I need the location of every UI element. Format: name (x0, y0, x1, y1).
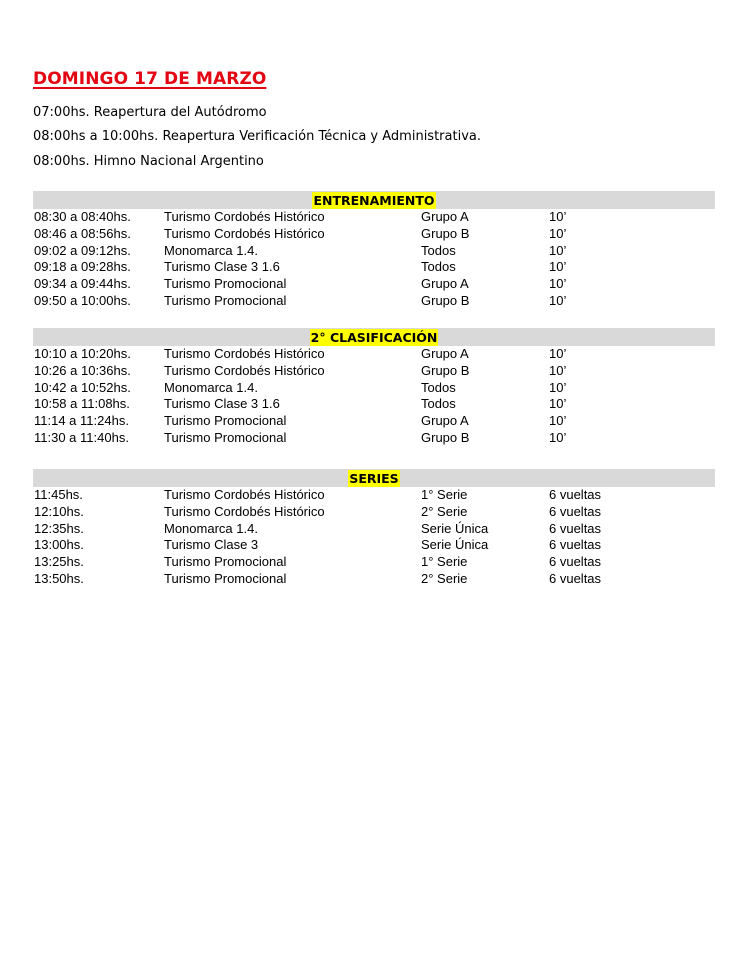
row-category: Turismo Clase 3 1.6 (164, 396, 280, 412)
row-group: Todos (421, 396, 456, 412)
row-group: Grupo A (421, 209, 469, 224)
row-category: Turismo Promocional (164, 429, 287, 445)
row-category: Turismo Cordobés Histórico (164, 487, 325, 502)
table-row (33, 259, 715, 276)
row-duration: 6 vueltas (549, 537, 602, 553)
row-category: Turismo Promocional (164, 570, 287, 586)
row-time: 12:35hs. (34, 520, 84, 536)
table-row (33, 380, 715, 397)
section-label: ENTRENAMIENTO (313, 193, 435, 208)
row-duration: 10’ (549, 379, 567, 395)
section-header (33, 191, 715, 209)
row-time: 09:34 a 09:44hs. (34, 276, 131, 292)
row-group: Grupo A (421, 276, 469, 292)
row-duration: 6 vueltas (549, 554, 602, 570)
schedule-section-series (33, 469, 715, 588)
row-group: Todos (421, 242, 456, 258)
row-time: 10:58 a 11:08hs. (34, 396, 130, 412)
row-time: 11:30 a 11:40hs. (34, 429, 129, 445)
table-row (33, 226, 715, 243)
row-category: Monomarca 1.4. (164, 520, 258, 536)
row-duration: 6 vueltas (549, 520, 602, 536)
row-category: Monomarca 1.4. (164, 242, 258, 258)
row-duration: 10’ (549, 292, 567, 308)
row-category: Turismo Cordobés Histórico (164, 362, 325, 378)
row-duration: 10’ (549, 259, 567, 275)
row-duration: 10’ (549, 362, 567, 378)
section-header (33, 328, 715, 346)
table-row (33, 276, 715, 293)
row-time: 08:30 a 08:40hs. (34, 209, 131, 224)
row-group: Grupo B (421, 362, 470, 378)
table-row (33, 537, 715, 554)
row-time: 11:45hs. (34, 487, 83, 502)
row-duration: 6 vueltas (549, 503, 602, 519)
row-category: Turismo Cordobés Histórico (164, 225, 325, 241)
row-duration: 10’ (549, 276, 567, 292)
row-group: Serie Única (421, 520, 489, 536)
row-duration: 6 vueltas (549, 570, 602, 586)
table-row (33, 554, 715, 571)
row-group: 2° Serie (421, 503, 468, 519)
table-row (33, 571, 715, 588)
intro-line: 07:00hs. Reapertura del Autódromo (33, 105, 267, 120)
schedule-section-clasificacion (33, 328, 715, 447)
table-row (33, 346, 715, 363)
schedule-section-entrenamiento (33, 191, 715, 310)
section-label: 2° CLASIFICACIÓN (310, 330, 438, 345)
row-category: Turismo Promocional (164, 292, 287, 308)
row-category: Monomarca 1.4. (164, 379, 258, 395)
row-group: Grupo A (421, 346, 469, 361)
row-category: Turismo Cordobés Histórico (164, 346, 325, 361)
row-duration: 10’ (549, 396, 567, 412)
table-row (33, 413, 715, 430)
row-time: 13:00hs. (34, 537, 84, 553)
row-time: 09:50 a 10:00hs. (34, 292, 131, 308)
row-category: Turismo Promocional (164, 554, 287, 570)
row-time: 09:18 a 09:28hs. (34, 259, 131, 275)
row-group: 2° Serie (421, 570, 468, 586)
section-header (33, 469, 715, 487)
row-time: 11:14 a 11:24hs. (34, 413, 129, 429)
table-row (33, 209, 715, 226)
row-duration: 10’ (549, 225, 567, 241)
row-group: Grupo B (421, 225, 470, 241)
table-row (33, 363, 715, 380)
row-time: 10:26 a 10:36hs. (34, 362, 131, 378)
table-row (33, 243, 715, 260)
row-duration: 6 vueltas (549, 487, 602, 502)
row-group: Grupo B (421, 429, 470, 445)
table-row (33, 430, 715, 447)
table-row (33, 521, 715, 538)
row-group: 1° Serie (421, 554, 468, 570)
row-group: Todos (421, 379, 456, 395)
page-title: DOMINGO 17 DE MARZO (33, 69, 267, 89)
row-group: Grupo A (421, 413, 469, 429)
row-duration: 10’ (549, 413, 567, 429)
row-category: Turismo Clase 3 (164, 537, 259, 553)
intro-line: 08:00hs. Himno Nacional Argentino (33, 154, 264, 169)
row-duration: 10’ (549, 242, 567, 258)
table-row (33, 504, 715, 521)
row-duration: 10’ (549, 429, 567, 445)
row-time: 13:25hs. (34, 554, 84, 570)
row-duration: 10’ (549, 209, 567, 224)
row-time: 08:46 a 08:56hs. (34, 225, 131, 241)
row-group: Grupo B (421, 292, 470, 308)
table-row (33, 487, 715, 504)
table-row (33, 293, 715, 310)
intro-line: 08:00hs a 10:00hs. Reapertura Verificación Técnica y Administrativa. (33, 129, 481, 144)
row-time: 13:50hs. (34, 570, 84, 586)
row-time: 12:10hs. (34, 503, 84, 519)
row-category: Turismo Cordobés Histórico (164, 503, 325, 519)
row-duration: 10’ (549, 346, 567, 361)
row-category: Turismo Promocional (164, 276, 287, 292)
row-group: Serie Única (421, 537, 489, 553)
row-group: 1° Serie (421, 487, 468, 502)
row-category: Turismo Clase 3 1.6 (164, 259, 280, 275)
row-group: Todos (421, 259, 456, 275)
row-category: Turismo Cordobés Histórico (164, 209, 325, 224)
row-category: Turismo Promocional (164, 413, 287, 429)
row-time: 10:42 a 10:52hs. (34, 379, 131, 395)
row-time: 10:10 a 10:20hs. (34, 346, 131, 361)
section-label: SERIES (349, 471, 399, 486)
row-time: 09:02 a 09:12hs. (34, 242, 131, 258)
table-row (33, 396, 715, 413)
